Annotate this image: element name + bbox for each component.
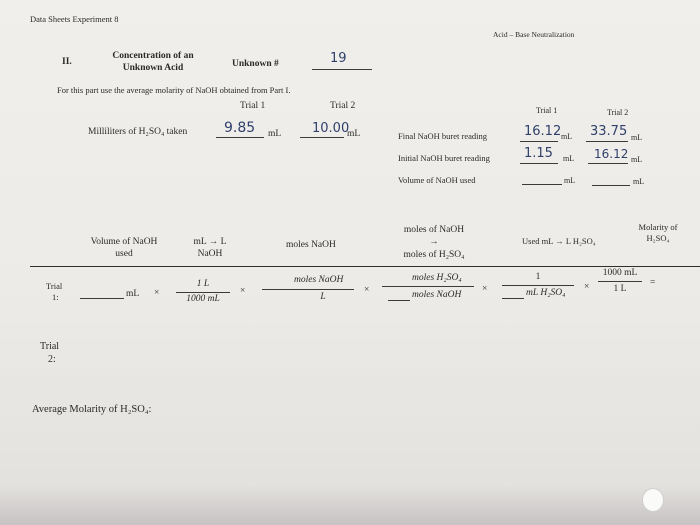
calc-ratio-blank-top (382, 286, 410, 287)
left-trial1-value: 9.85 (224, 120, 256, 136)
calc-trial1-label-a: Trial (46, 281, 63, 291)
unknown-underline (312, 69, 372, 70)
calc-trial1-label-b: 1: (52, 292, 59, 302)
final-buret-t2: 33.75 (590, 124, 628, 139)
calc-header-ratio-top: moles of NaOH (403, 225, 465, 235)
calc-header-ratio-arrow: → (429, 237, 439, 247)
frac3-bar (410, 286, 474, 287)
calc-ratio-blank-bottom (388, 300, 410, 301)
header-left: Data Sheets Experiment 8 (30, 14, 119, 24)
frac5-bar (598, 281, 642, 282)
final-buret-t1-unit: mL (561, 132, 573, 141)
right-trial2-header: Trial 2 (607, 108, 629, 117)
final-buret-t2-unit: mL (631, 133, 643, 142)
frac1-den: 1000 mL (186, 294, 220, 304)
frac2-num: moles NaOH (294, 275, 344, 285)
calc-trial2-label-a: Trial (40, 341, 60, 352)
section-number: II. (62, 57, 72, 67)
photo-bottom-shadow (0, 485, 700, 525)
calc-header-moles-naoh: moles NaOH (286, 240, 336, 250)
header-right: Acid – Base Neutralization (493, 30, 575, 39)
frac4-bar (502, 285, 574, 286)
calc-trial1-volume-blank (80, 298, 124, 299)
calc-header-ml-to-l: mL → L NaOH (193, 237, 227, 259)
initial-buret-t1-underline (520, 163, 558, 164)
calc-trial2-label-b: 2: (48, 354, 56, 365)
frac5-num: 1000 mL (602, 268, 638, 278)
left-trial2-underline (300, 137, 344, 138)
calc-times-3: × (364, 285, 370, 295)
volume-naoh-t1-unit: mL (564, 176, 576, 185)
frac1-bar (176, 292, 230, 293)
left-trial1-header: Trial 1 (240, 101, 266, 111)
volume-naoh-t1-underline (522, 184, 562, 185)
initial-buret-t1: 1.15 (524, 146, 553, 161)
left-trial1-unit: mL (268, 129, 282, 139)
average-molarity-label: Average Molarity of H₂SO₄: (32, 404, 152, 415)
calc-header-rule (30, 266, 700, 267)
initial-buret-t2-underline (588, 163, 628, 164)
frac2-den: L (320, 292, 326, 302)
initial-buret-t2-unit: mL (631, 155, 643, 164)
circle-mark (642, 488, 664, 512)
initial-buret-t1-unit: mL (563, 154, 575, 163)
section-title-line2: Unknown Acid (122, 63, 184, 73)
left-trial1-underline (216, 137, 264, 138)
initial-buret-t2: 16.12 (594, 147, 629, 161)
frac3-num: moles H₂SO₄ (412, 273, 462, 283)
calc-header-ratio-bottom: moles of H₂SO₄ (403, 250, 465, 260)
calc-header-molarity: Molarity of H₂SO₄ (638, 222, 678, 243)
calc-equals: = (650, 278, 656, 288)
calc-times-4: × (482, 284, 488, 294)
calc-header-volume: Volume of NaOH used (90, 237, 158, 259)
calc-times-1: × (154, 288, 160, 298)
volume-naoh-t2-underline (592, 185, 630, 186)
section-title-line1: Concentration of an (112, 51, 194, 61)
frac2-bar (292, 289, 354, 290)
frac4-num: 1 (535, 272, 541, 282)
instructions: For this part use the average molarity of NaOH obtained from Part I. (57, 85, 291, 95)
final-buret-t1-underline (520, 141, 558, 142)
unknown-value: 19 (330, 51, 347, 66)
final-buret-t2-underline (586, 141, 628, 142)
volume-naoh-t2-unit: mL (633, 177, 645, 186)
calc-moles-blank (262, 289, 292, 290)
left-row-label: Milliliters of H₂SO₄ taken (88, 127, 188, 137)
calc-used-blank (502, 298, 524, 299)
calc-times-2: × (240, 286, 246, 296)
frac3-den: moles NaOH (412, 290, 462, 300)
frac4-den: mL H₂SO₄ (526, 288, 566, 298)
right-trial1-header: Trial 1 (536, 106, 558, 115)
final-buret-t1: 16.12 (524, 124, 562, 139)
frac5-den: 1 L (613, 284, 627, 294)
left-trial2-unit: mL (347, 129, 361, 139)
calc-header-used: Used mL → L H₂SO₄ (522, 236, 596, 246)
left-trial2-value: 10.00 (312, 121, 350, 136)
frac1-num: 1 L (196, 279, 210, 289)
volume-naoh-label: Volume of NaOH used (398, 175, 476, 185)
calc-times-5: × (584, 282, 590, 292)
left-trial2-header: Trial 2 (330, 101, 356, 111)
unknown-label: Unknown # (232, 59, 279, 69)
calc-trial1-ml: mL (126, 289, 140, 299)
final-buret-label: Final NaOH buret reading (398, 131, 487, 141)
initial-buret-label: Initial NaOH buret reading (398, 153, 490, 163)
